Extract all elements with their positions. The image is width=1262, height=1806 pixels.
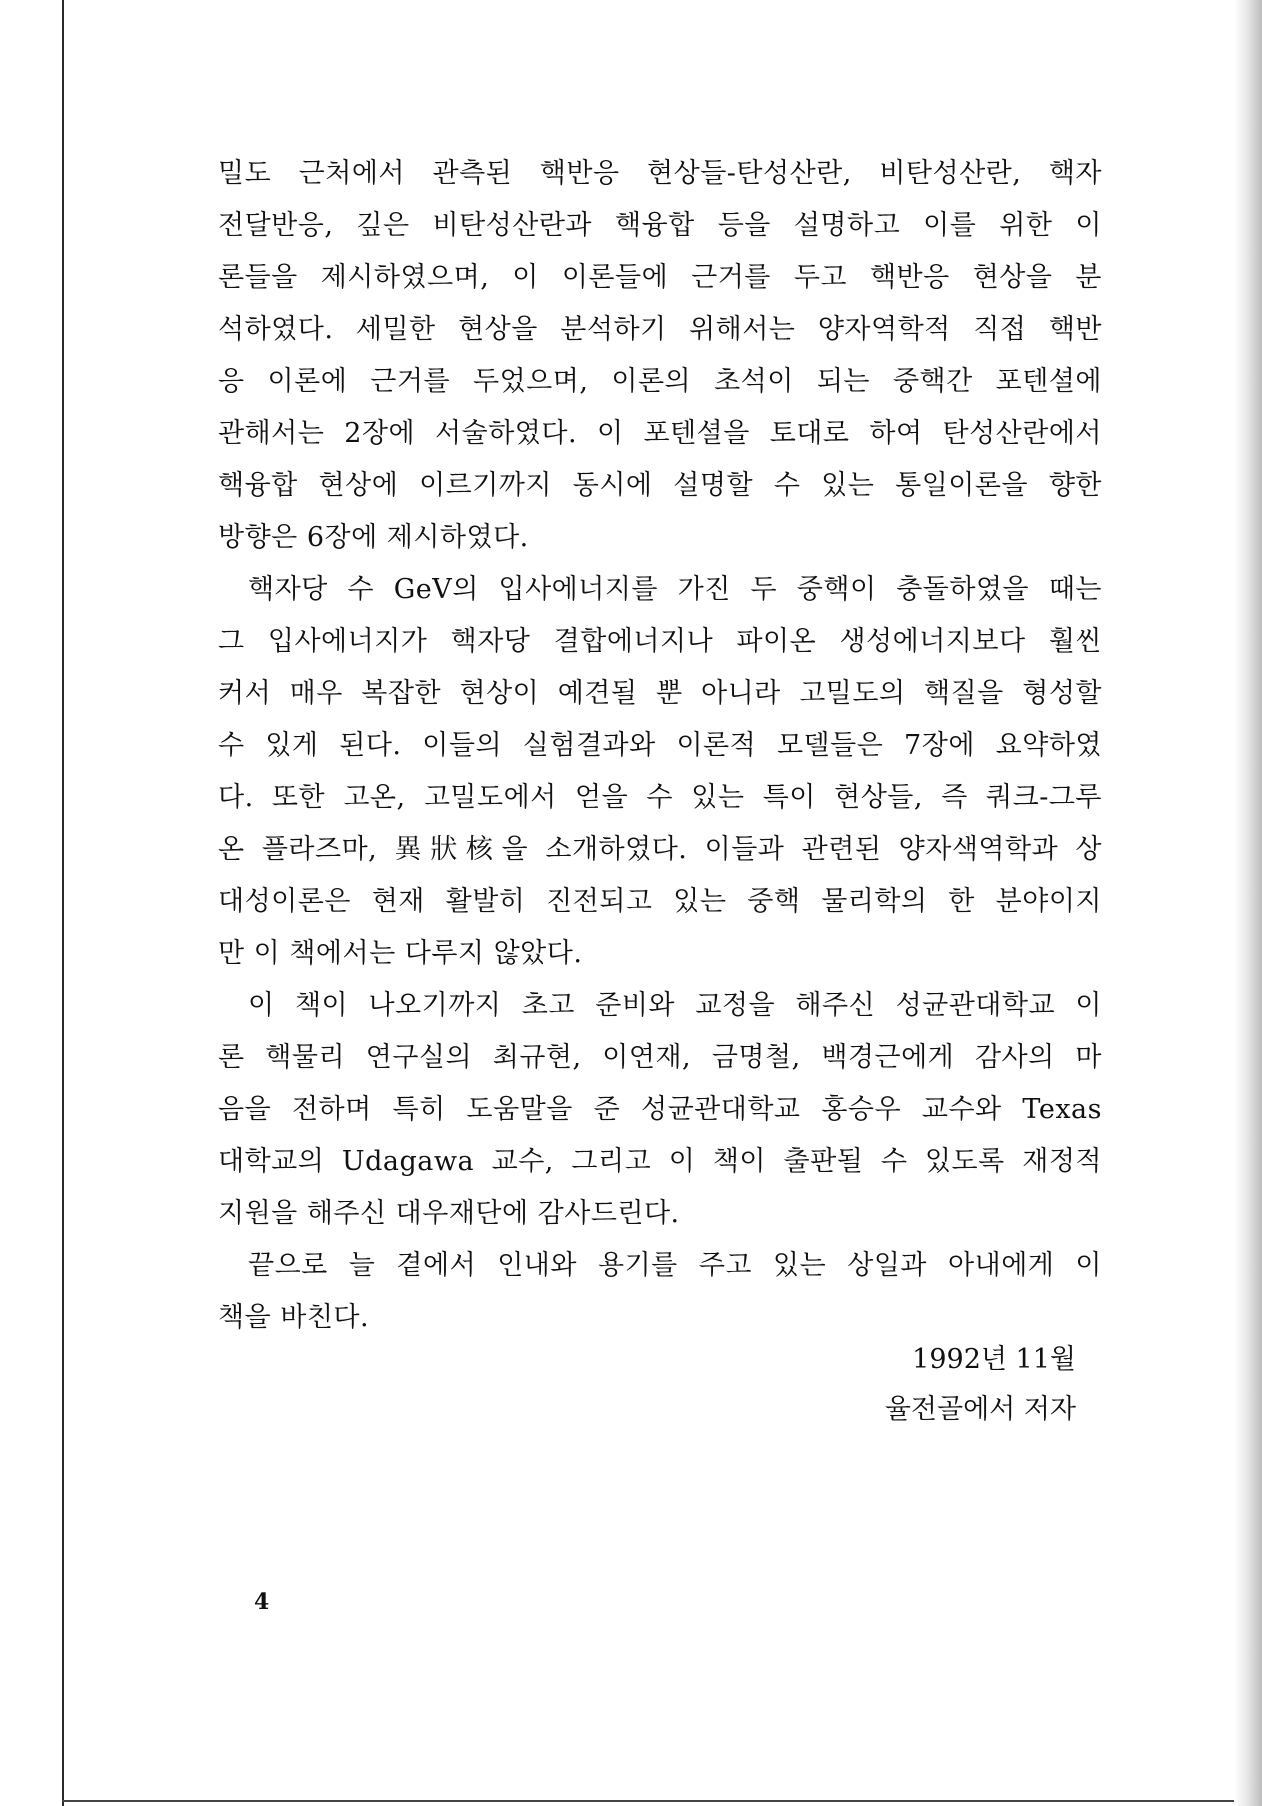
paragraph-2-line-1: 핵자당 수 GeV의 입사에너지를 가진 두 중핵이 충돌하였을 때는 <box>248 574 1102 605</box>
paragraph-2-line-5: 다. 또한 고온, 고밀도에서 얻을 수 있는 특이 현상들, 즉 쿼크-그루 <box>218 782 1102 813</box>
paragraph-1-line-6: 관해서는 2장에 서술하였다. 이 포텐셜을 토대로 하여 탄성산란에서 <box>218 418 1102 449</box>
paragraph-2-line-2: 그 입사에너지가 핵자당 결합에너지나 파이온 생성에너지보다 훨씬 <box>218 626 1102 657</box>
paragraph-3-line-4: 대학교의 Udagawa 교수, 그리고 이 책이 출판될 수 있도록 재정적 <box>218 1146 1102 1177</box>
paragraph-1-line-8: 방향은 6장에 제시하였다. <box>218 522 529 553</box>
paragraph-2-line-8: 만 이 책에서는 다루지 않았다. <box>218 938 583 969</box>
paragraph-3-line-2: 론 핵물리 연구실의 최규현, 이연재, 금명철, 백경근에게 감사의 마 <box>218 1042 1102 1073</box>
paragraph-1-line-2: 전달반응, 깊은 비탄성산란과 핵융합 등을 설명하고 이를 위한 이 <box>218 210 1102 241</box>
paragraph-1-line-1: 밀도 근처에서 관측된 핵반응 현상들-탄성산란, 비탄성산란, 핵자 <box>218 158 1102 189</box>
paragraph-1-line-7: 핵융합 현상에 이르기까지 동시에 설명할 수 있는 통일이론을 향한 <box>218 470 1102 501</box>
signature-date: 1992년 11월 <box>912 1344 1076 1375</box>
paragraph-3-line-3: 음을 전하며 특히 도움말을 준 성균관대학교 홍승우 교수와 Texas <box>218 1094 1102 1125</box>
paragraph-1-line-4: 석하였다. 세밀한 현상을 분석하기 위해서는 양자역학적 직접 핵반 <box>218 314 1102 345</box>
page-number: 4 <box>254 1589 270 1615</box>
signature-block <box>885 1335 1076 1435</box>
preface-text <box>218 148 1102 1344</box>
paragraph-4-line-2: 책을 바친다. <box>218 1302 370 1333</box>
page-left-border <box>62 0 64 1806</box>
page-bottom-border <box>62 1800 1242 1802</box>
paragraph-2-line-3: 커서 매우 복잡한 현상이 예견될 뿐 아니라 고밀도의 핵질을 형성할 <box>218 678 1102 709</box>
paragraph-1-line-3: 론들을 제시하였으며, 이 이론들에 근거를 두고 핵반응 현상을 분 <box>218 262 1102 293</box>
paragraph-2-line-4: 수 있게 된다. 이들의 실험결과와 이론적 모델들은 7장에 요약하였 <box>218 730 1102 761</box>
paragraph-3-line-5: 지원을 해주신 대우재단에 감사드린다. <box>218 1198 680 1229</box>
paragraph-3-line-1: 이 책이 나오기까지 초고 준비와 교정을 해주신 성균관대학교 이 <box>248 990 1102 1021</box>
paragraph-2-line-7: 대성이론은 현재 활발히 진전되고 있는 중핵 물리학의 한 분야이지 <box>218 886 1102 917</box>
paragraph-4-line-1: 끝으로 늘 곁에서 인내와 용기를 주고 있는 상일과 아내에게 이 <box>248 1250 1102 1281</box>
paragraph-1-line-5: 응 이론에 근거를 두었으며, 이론의 초석이 되는 중핵간 포텐셜에 <box>218 366 1102 397</box>
signature-author: 율전골에서 저자 <box>884 1394 1076 1425</box>
paragraph-2-line-6: 온 플라즈마, 異狀核을 소개하였다. 이들과 관련된 양자색역학과 상 <box>218 834 1102 865</box>
page-edge-shadow <box>1234 0 1262 1806</box>
